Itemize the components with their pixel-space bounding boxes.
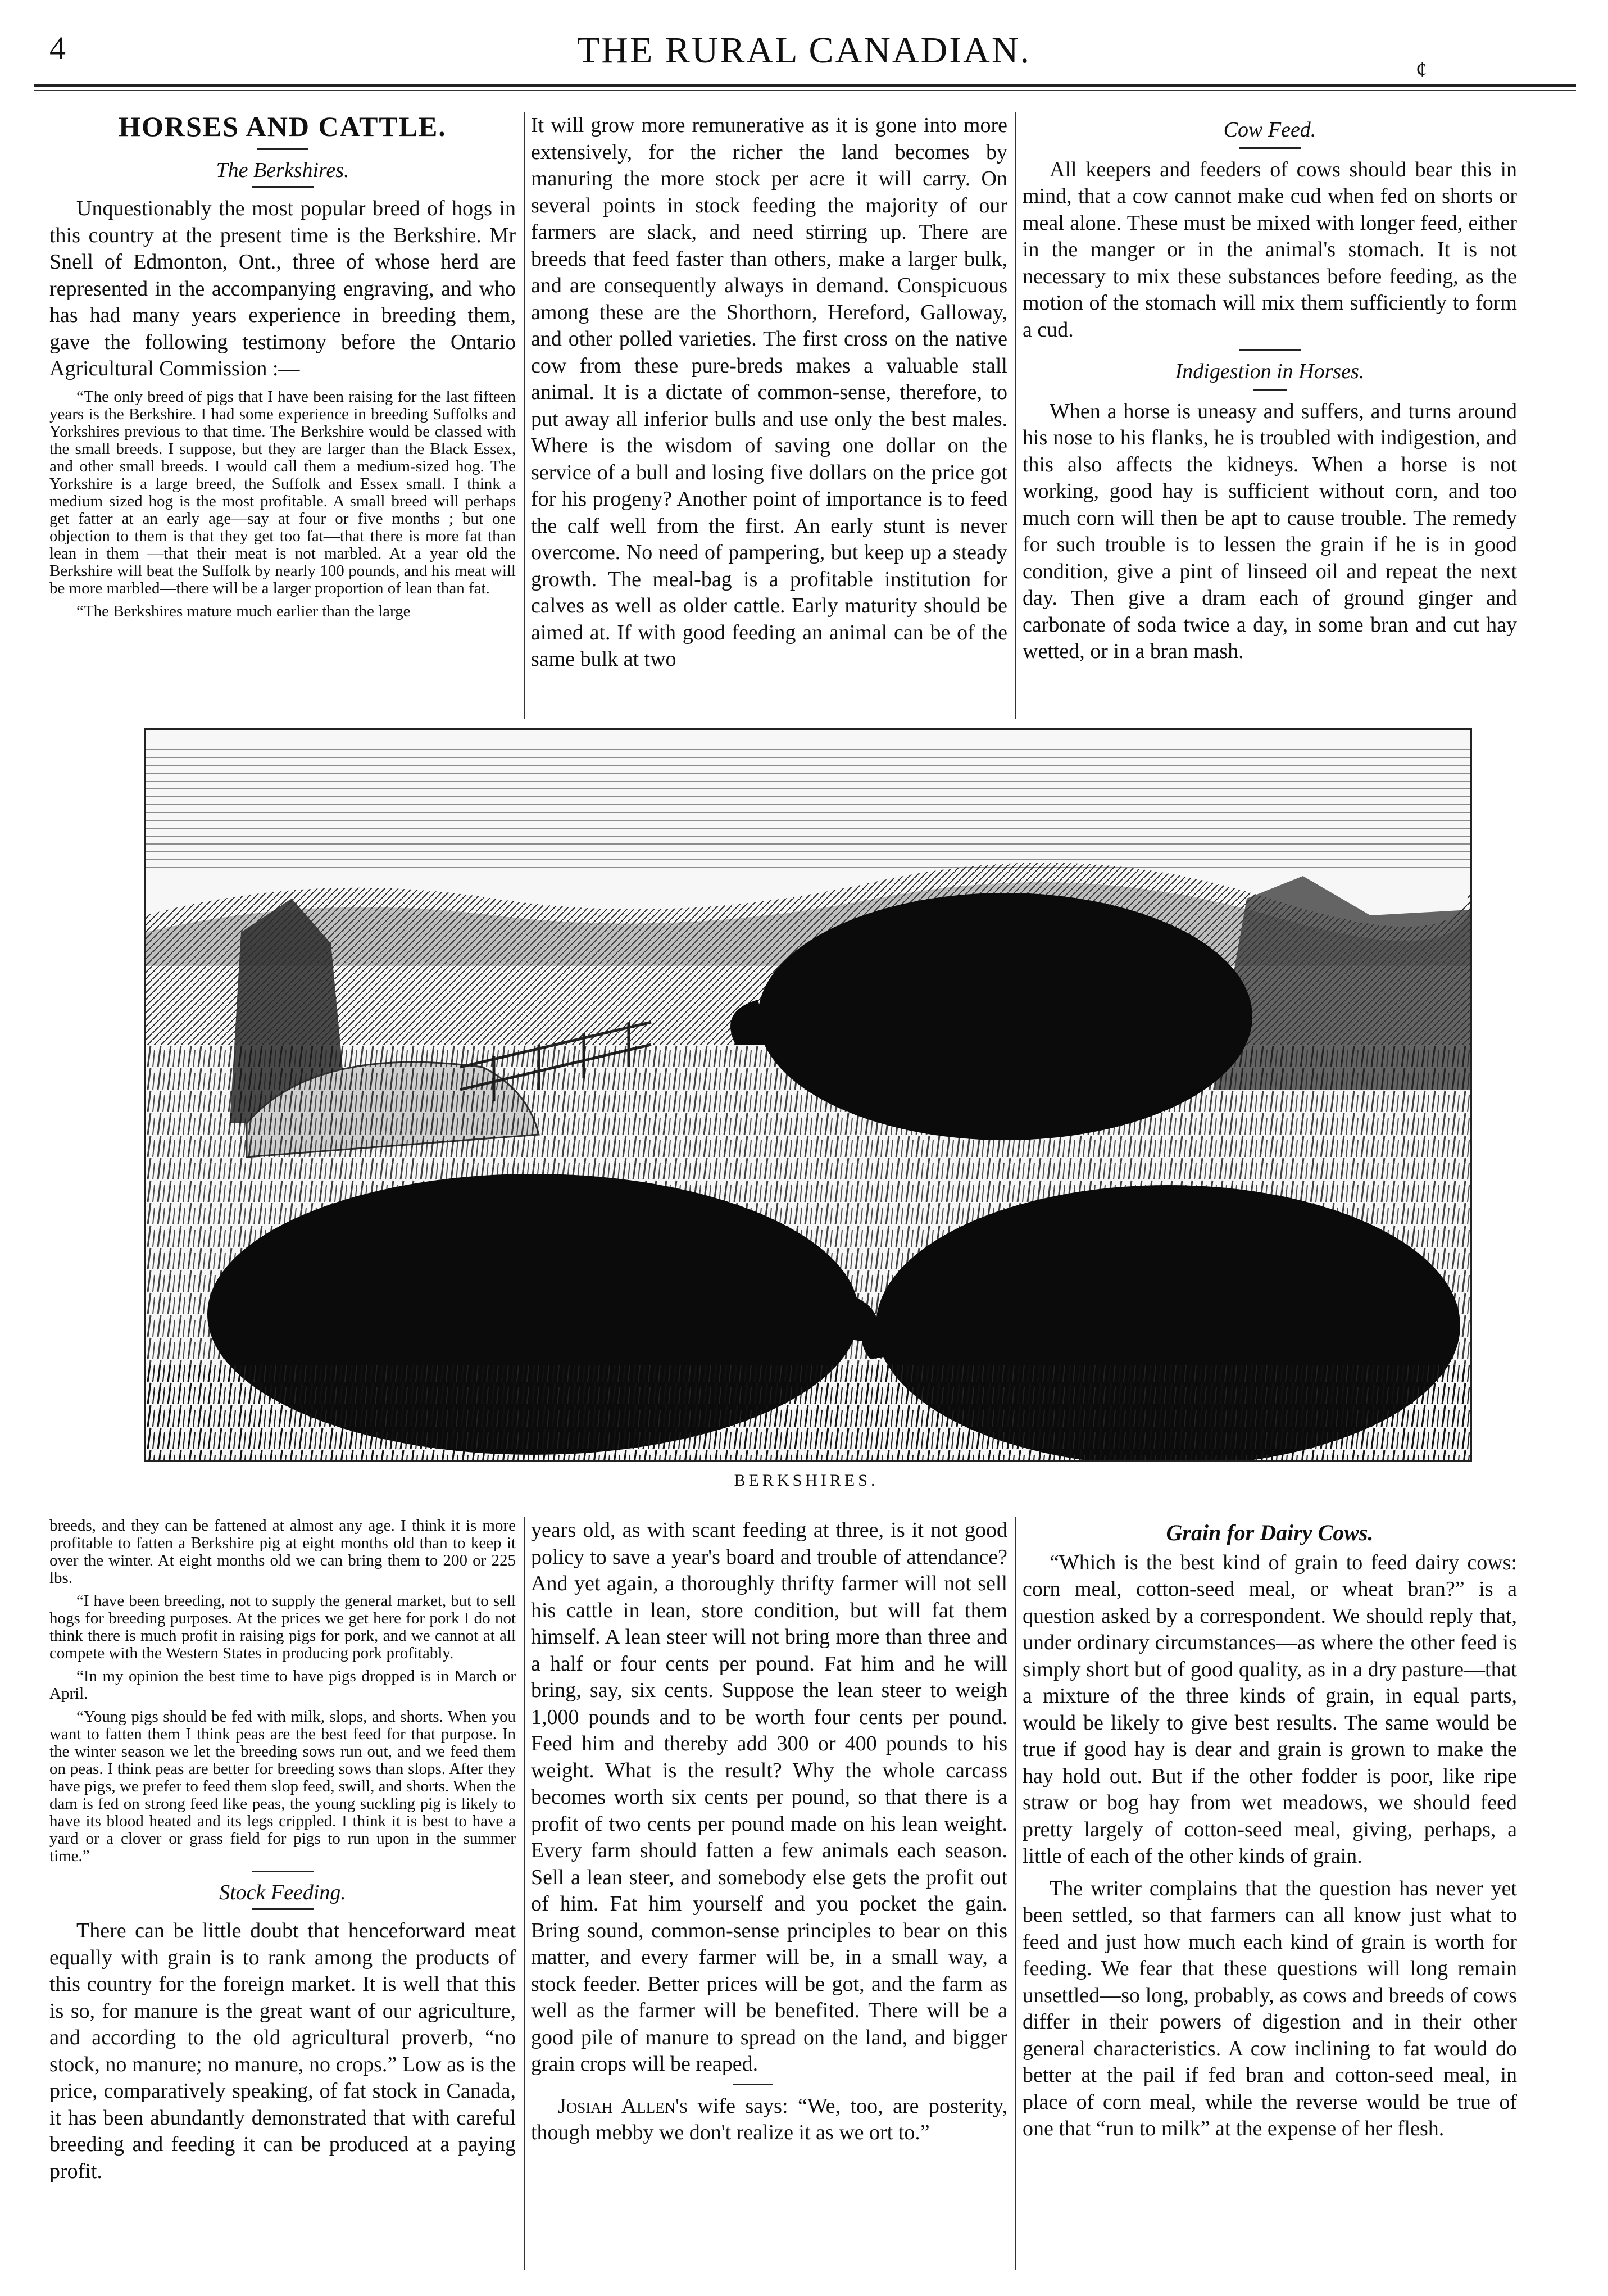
column-5: [531, 1517, 1007, 2152]
grain-dairy-text-2: The writer complains that the question has never yet been settled, so that farmers can all know just what to feed and just how much each kind of grain is worth for feeding. We fear that these questions will long remain unsettled—so long, probably, as cows and breeds of cows differ in their powers of digestion and in their other general characteristics. A cow inclining to fat would do better at the pail if fed bran and cotton-seed meal, in place of corn meal, while the reverse would be true of one that “run to milk” at the expense of her flesh.: [1023, 1876, 1517, 2140]
section-heading: HORSES AND CATTLE.: [119, 111, 447, 142]
column-divider: [524, 1517, 525, 2270]
indigestion-text: When a horse is uneasy and suffers, and turns around his nose to his flanks, he is troubled with indigestion, and this also affects the kidneys. When a horse is not working, good hay is sufficient without corn, and too much corn will then be apt to cause trouble. The remedy for such trouble is to lessen the grain if he is in good condition, give a pint of linseed oil and repeat the next day. Then give a dram each of ground ginger and carbonate of soda twice a day, in some bran and cut hay wetted, or in a bran mash.: [1023, 399, 1517, 663]
berkshires-quote-4: “I have been breeding, not to supply the general market, but to sell hogs for breeding purposes. At the prices we get here for pork I do not think there is much profit in raising pigs for pork, and we cannot at all compete with the Western States in producing pork profitably.: [49, 1592, 516, 1662]
article-title-indigestion: Indigestion in Horses.: [1175, 360, 1365, 383]
title-rule: [1239, 147, 1301, 149]
stock-feeding-continued: It will grow more remunerative as it is gone into more extensively, for the richer the land becomes by manuring the more stock per acre it will carry. On several points in stock feeding the majority of our farmers are slack, and need stirring up. There are breeds that feed faster than others, make a larger bulk, and are consequently always in demand. Conspicuous among these are the Shorthorn, Hereford, Galloway, and other polled varieties. The first cross on the native cow from these pure-breds makes a valuable stall animal. It is a dictate of common-sense, therefore, to put away all inferior bulls and use only the best males. Where is the wisdom of saving one dollar on the service of a bull and losing five dollars on the price got for his progeny? Another point of importance is to feed the calf well from the first. An early stunt is never overcome. No need of pampering, but keep up a steady growth. The meal-bag is a profitable institution for calves as well as older cattle. Early maturity should be aimed at. If with good feeding an animal can be of the same bulk at two: [531, 114, 1007, 671]
berkshires-engraving: [144, 728, 1472, 1462]
title-rule: [252, 1908, 314, 1910]
stock-feeding-text: There can be little doubt that henceforward meat equally with grain is to rank among the products of this country for the foreign market. It is well that this is so, for manure is the great want of our agriculture, and according to the old agricultural proverb, “no stock, no manure; no manure, no crops.” Low as is the price, comparatively speaking, of fat stock in Canada, it has been abundantly demonstrated that with careful breeding and feeding it can be produced at a paying profit.: [49, 1919, 516, 2183]
column-4: [49, 1517, 516, 2190]
article-title-grain-dairy: Grain for Dairy Cows.: [1166, 1520, 1374, 1545]
section-rule: [733, 2084, 773, 2085]
column-divider: [524, 112, 525, 719]
section-rule: [1239, 349, 1301, 351]
josiah-allen-name: Josiah Allen's: [558, 2094, 688, 2118]
title-rule: [1253, 389, 1287, 391]
berkshires-quote-3: breeds, and they can be fattened at almost any age. I think it is more profitable to fatten a Berkshire pig at eight months old than to keep it over the winter. At eight months old we can bring them to 200 or 225 lbs.: [49, 1517, 516, 1587]
header-rule: [34, 84, 1576, 87]
corner-mark: ¢: [1416, 57, 1427, 82]
cow-feed-text: All keepers and feeders of cows should bear this in mind, that a cow cannot make cud when fed on shorts or meal alone. These must be mixed with longer feed, either in the manger or in the animal's stomach. It is not necessary to mix these substances before feeding, as the motion of the stomach will mix them sufficiently to form a cud.: [1023, 157, 1517, 342]
berkshires-quote-2: “The Berkshires mature much earlier than the large: [76, 602, 411, 620]
section-rule: [252, 1871, 314, 1872]
berkshires-quote-1: “The only breed of pigs that I have been raising for the last fifteen years is the Berkshire. I had some experience in breeding Suffolks and Yorkshires previous to that time. The Berkshire would be classed with the small breeds. I suppose, but they are larger than the Black Essex, and other small breeds. I would call them a medium-sized hog. The Yorkshire is a large breed, the Suffolk and Essex small. I think a medium sized hog is the most profitable. A small breed will perhaps get fatter at an early age—say at four or five months ; but one objection to them is that they get too fat—that there is more fat than lean in them —that their meat is not marbled. At a year old the Berkshire will beat the Suffolk by nearly 100 pounds, and his meat will be more marbled—there will be a larger proportion of lean than fat.: [49, 387, 516, 597]
berkshires-quote-5: “In my opinion the best time to have pigs dropped is in March or April.: [49, 1667, 516, 1703]
berkshires-intro: Unquestionably the most popular breed of hogs in this country at the present time is the Berkshire. Mr Snell of Edmonton, Ont., three of whose herd are represented in the accompanying engraving, and who has had many years experience in breeding them, gave the following testimony before the Ontario Agricultural Commission :—: [49, 197, 516, 380]
pig-back: [758, 893, 1252, 1140]
column-divider: [1015, 1517, 1016, 2270]
header-rule-thin: [34, 90, 1576, 91]
berkshires-quote-6: “Young pigs should be fed with milk, slops, and shorts. When you want to fatten them I think peas are the best feed for that purpose. In the winter season we let the breeding sows run out, and we feed them on peas. I think peas are better for breeding sows than slops. After they have pigs, we prefer to feed them slop feed, swill, and shorts. When the dam is fed on strong feed like peas, the young suckling pig is likely to have its blood heated and its legs crippled. I think it is best to have a yard or a clover or grass field for pigs to run upon in the summer time.”: [49, 1708, 516, 1865]
grass-overlay: [146, 1365, 1470, 1460]
josiah-allen-quote: wife says: “We, too, are posterity, though mebby we don't realize it as we ort to.”: [531, 2094, 1007, 2144]
grain-dairy-text-1: “Which is the best kind of grain to feed dairy cows: corn meal, cotton-seed meal, or wheat bran?” is a question asked by a correspondent. We should reply that, under ordinary circumstances—as where the other feed is simply short but of good quality, as in a dry pasture—that a mixture of the three kinds of grain, in equal parts, would be likely to give best results. The same would be true if good hay is dear and grain is grown to make the hay hold out. But if the other fodder is poor, like ripe straw or bog hay from wet meadows, we should feed pretty largely of cotton-seed meal, giving, perhaps, a little of each of the other kinds of grain.: [1023, 1550, 1517, 1868]
column-2: [531, 112, 1007, 679]
masthead-title: THE RURAL CANADIAN.: [576, 30, 1031, 71]
article-title-cow-feed: Cow Feed.: [1223, 118, 1316, 142]
column-divider: [1015, 112, 1016, 719]
stock-feeding-conclusion: years old, as with scant feeding at three, is it not good policy to save a year's board and trouble of attendance? And yet again, a thoroughly thrifty farmer will not sell his cattle in lean, store condition, but will fat them himself. A lean steer will not bring more than three and a half or four cents per pound. Fat him and he will bring, say, six cents. Suppose the lean steer to weigh 1,000 pounds and to be worth four cents per pound. Feed him and thereby add 300 or 400 pounds to his weight. What is the result? Why the whole carcass becomes worth six cents per pound, so that there is a profit of two cents per pound made on his lean weight. Every farm should fatten a few animals each season. Sell a lean steer, and somebody else gets the profit out of him. Fat him yourself and you pocket the gain. Bring sound, common-sense principles to bear on this matter, and every farmer will be, in a small way, a stock feeder. Better prices will be got, and the farm as well as the farmer will be benefited. There will be a good pile of manure to spread on the land, and bigger grain crops will be reaped.: [531, 1518, 1007, 2076]
article-title-stock-feeding: Stock Feeding.: [219, 1881, 346, 1904]
title-rule: [252, 186, 314, 188]
column-6: [1023, 1517, 1517, 2148]
engraving-caption: BERKSHIRES.: [734, 1471, 879, 1490]
heading-rule: [257, 148, 308, 150]
column-1: [49, 110, 516, 620]
article-title-berkshires: The Berkshires.: [216, 158, 349, 182]
page-number: 4: [49, 30, 66, 66]
sky-hatching: [146, 747, 1470, 870]
column-3: [1023, 115, 1517, 671]
